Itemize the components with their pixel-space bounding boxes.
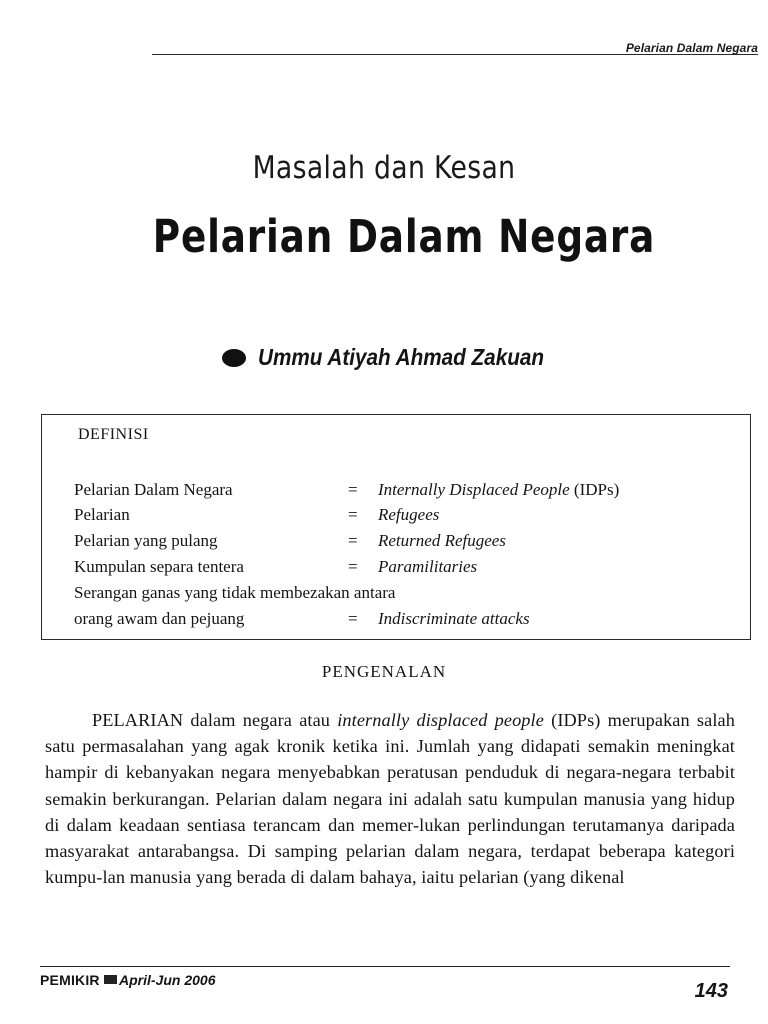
journal-name: PEMIKIR — [40, 972, 100, 988]
footer-journal — [40, 972, 122, 988]
definition-term: orang awam dan pejuang — [74, 609, 245, 628]
bullet-icon — [222, 349, 246, 367]
paragraph — [45, 707, 735, 890]
definition-english — [378, 480, 619, 500]
page-number: 143 — [694, 980, 728, 1002]
definition-term: Kumpulan separa tentera — [74, 557, 244, 576]
article-title: Pelarian Dalam Negara — [152, 210, 656, 263]
square-icon — [104, 975, 117, 984]
definition-box — [41, 414, 751, 640]
section-heading: PENGENALAN — [321, 662, 447, 681]
definition-term: Pelarian Dalam Negara — [74, 480, 233, 499]
definition-term: Pelarian — [74, 505, 130, 524]
body-paragraph — [45, 707, 735, 890]
definition-english: Returned Refugees — [378, 531, 506, 550]
definition-equals: = — [348, 609, 358, 628]
definition-row — [74, 505, 440, 525]
definition-row — [74, 557, 478, 577]
definition-english: Refugees — [378, 505, 440, 524]
article-kicker: Masalah dan Kesan — [252, 150, 516, 186]
definition-english-text: Internally Displaced People — [378, 480, 570, 499]
definition-english: Indiscriminate attacks — [378, 609, 530, 628]
definition-english: Paramilitaries — [378, 557, 478, 576]
paragraph-text-continued: (IDPs) merupakan salah satu permasalahan yang agak kronik ketika ini. Jumlah yang didapati semakin meningkat hampir di kebanyakan negara menyebabkan peratusan penduduk di negara-negara terbabit semakin berkurangan. Pelarian dalam negara ini adalah satu kumpulan manusia yang hidup di dalam keadaan sentiasa terancam dan memer-lukan perlindungan terutamanya daripada masyarakat antarabangsa. Di samping pelarian dalam negara, terdapat beberapa kategori kumpu-lan manusia yang berada di dalam bahaya, iaitu pelarian (yang dikenal — [45, 710, 735, 888]
running-header: Pelarian Dalam Negara — [625, 41, 758, 55]
definition-term: Pelarian yang pulang — [74, 531, 218, 550]
definition-equals: = — [348, 531, 358, 550]
author-byline — [222, 344, 576, 371]
paragraph-text: PELARIAN dalam negara atau — [92, 710, 338, 730]
definition-row — [74, 480, 620, 500]
paragraph-italic-term: internally displaced people — [337, 710, 544, 730]
definition-heading: DEFINISI — [78, 426, 149, 443]
footer-date: April-Jun 2006 — [119, 972, 216, 988]
definition-abbreviation: (IDPs) — [569, 480, 620, 499]
definition-row — [74, 609, 530, 629]
definition-wide-line: Serangan ganas yang tidak membezakan antara — [74, 583, 396, 602]
definition-row — [74, 531, 506, 551]
footer-rule — [40, 966, 730, 967]
author-name: Ummu Atiyah Ahmad Zakuan — [258, 344, 545, 370]
definition-equals: = — [348, 505, 358, 524]
definition-equals: = — [348, 480, 358, 499]
definition-equals: = — [348, 557, 358, 576]
